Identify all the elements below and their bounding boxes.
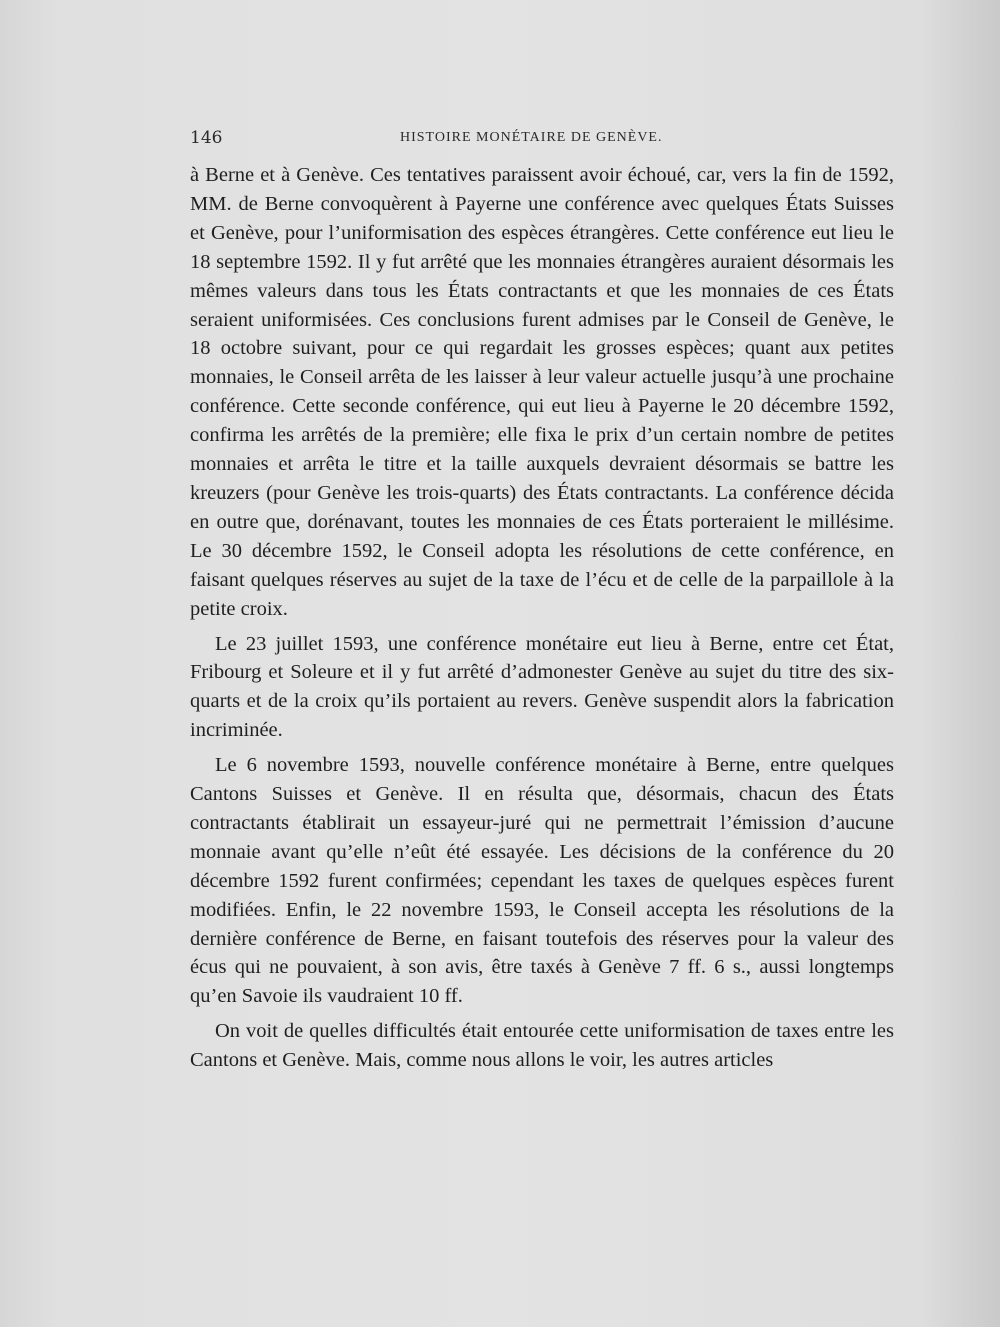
running-title: HISTOIRE MONÉTAIRE DE GENÈVE.: [400, 130, 663, 145]
page-number: 146: [190, 128, 223, 148]
paragraph-1: à Berne et à Genève. Ces tentatives paraissent avoir échoué, car, vers la fin de 1592, MM. de Berne convoquèrent à Payerne une conférence avec quelques États Suisses et Genève, pour l’uniformisation des espèces étrangères. Cette conférence eut lieu le 18 septembre 1592. Il y fut arrêté que les monnaies étrangères auraient désormais les mêmes valeurs dans tous les États contractants et que les monnaies de ces États seraient uniformisées. Ces conclusions furent admises par le Conseil de Genève, le 18 octobre suivant, pour ce qui regardait les grosses espèces; quant aux petites monnaies, le Conseil arrêta de les laisser à leur valeur actuelle jusqu’à une prochaine conférence. Cette seconde conférence, qui eut lieu à Payerne le 20 décembre 1592, confirma les arrêtés de la première; elle fixa le prix d’un certain nombre de petites monnaies et arrêta le titre et la taille auxquels devraient désormais se battre les kreuzers (pour Genève les trois-quarts) des États contractants. La conférence décida en outre que, dorénavant, toutes les monnaies de ces États porteraient le millésime. Le 30 décembre 1592, le Conseil adopta les résolutions de cette conférence, en faisant quelques réserves au sujet de la taxe de l’écu et de celle de la parpaillole à la petite croix.: [190, 164, 894, 620]
body-text: [190, 161, 894, 1081]
paragraph-2: Le 23 juillet 1593, une conférence monétaire eut lieu à Berne, entre cet État, Fribourg et Soleure et il y fut arrêté d’admonester Genève au sujet du titre des six-quarts et de la croix qu’ils portaient au revers. Genève suspendit alors la fabrication incriminée.: [190, 632, 894, 742]
paragraph-4: On voit de quelles difficultés était entourée cette uniformisation de taxes entre les Cantons et Genève. Mais, comme nous allons le voir, les autres articles: [190, 1020, 894, 1072]
paragraph-3: Le 6 novembre 1593, nouvelle conférence monétaire à Berne, entre quelques Cantons Suisses et Genève. Il en résulta que, désormais, chacun des États contractants établirait un essayeur-juré qui ne permettrait l’émission d’aucune monnaie avant qu’elle n’eût été essayée. Les décisions de la conférence du 20 décembre 1592 furent confirmées; cependant les taxes de quelques espèces furent modifiées. Enfin, le 22 novembre 1593, le Conseil accepta les résolutions de la dernière conférence de Berne, en faisant toutefois des réserves pour la valeur des écus qui ne pouvaient, à son avis, être taxés à Genève 7 ff. 6 s., aussi longtemps qu’en Savoie ils vaudraient 10 ff.: [190, 754, 894, 1008]
